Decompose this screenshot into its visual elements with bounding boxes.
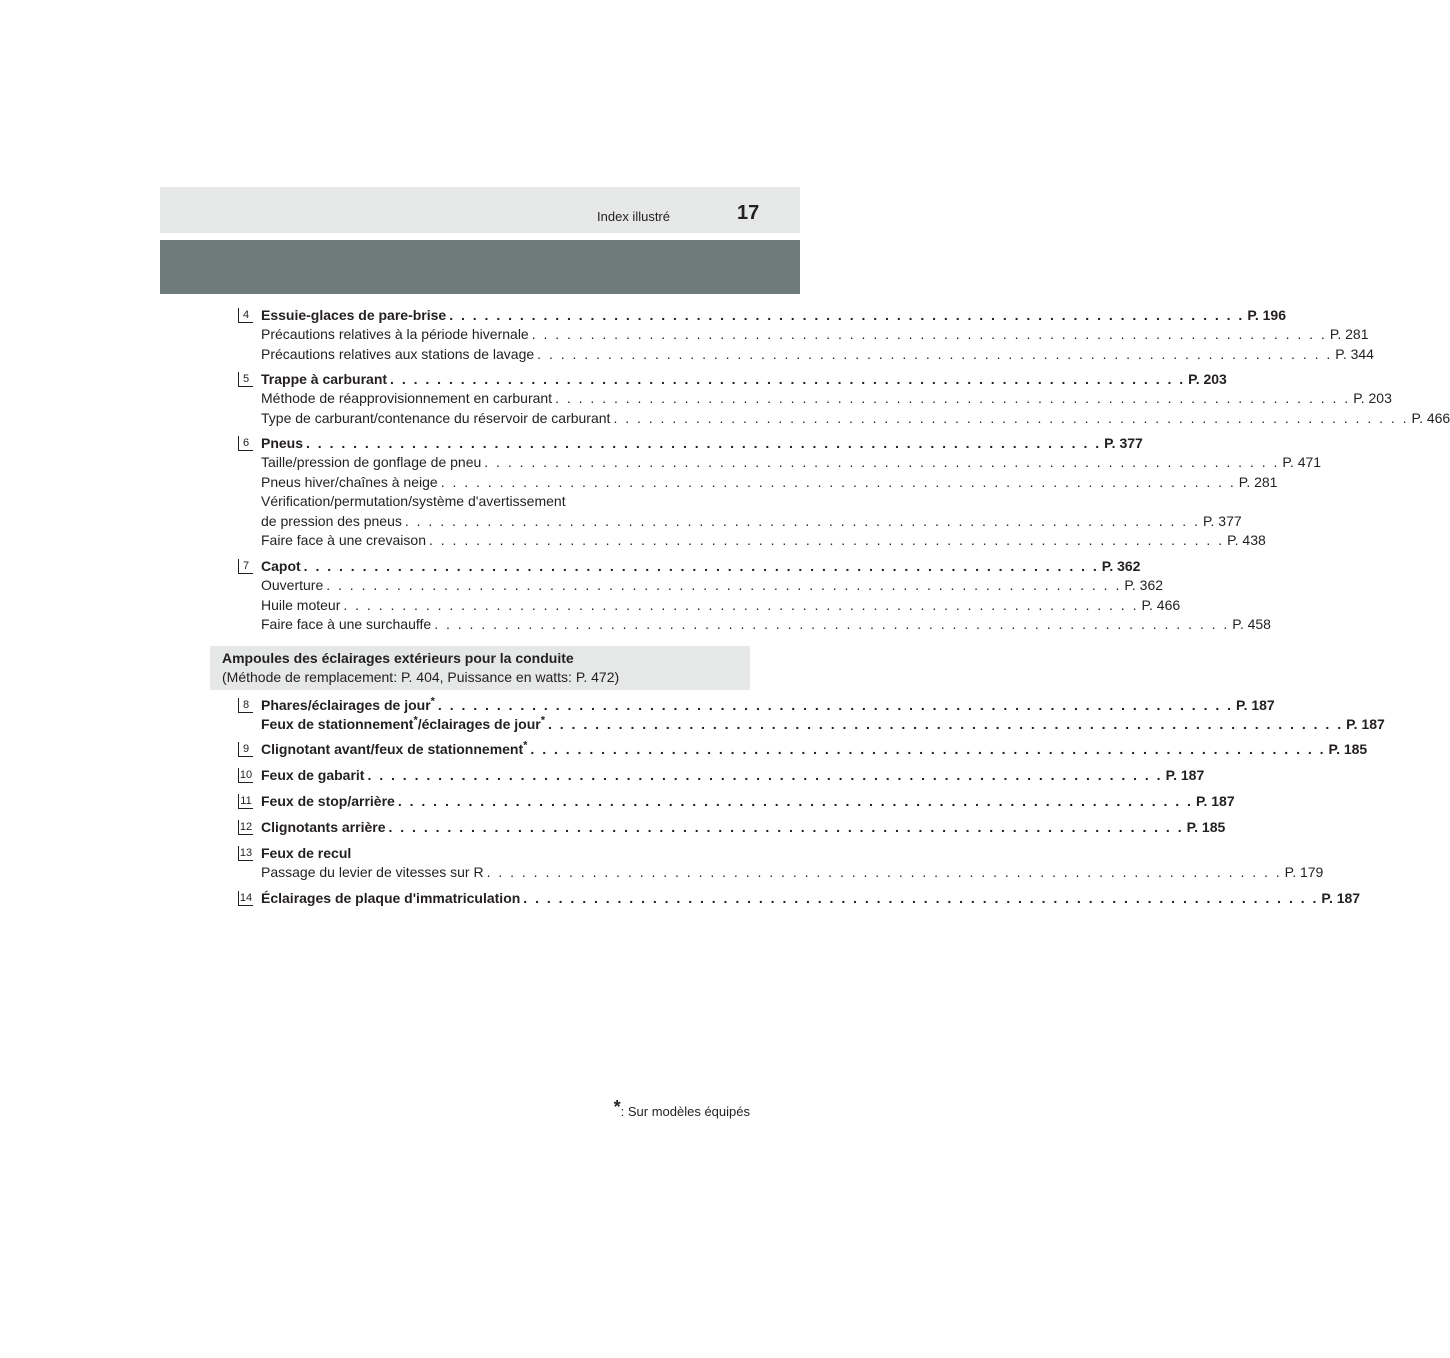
lights-group-13 — [238, 844, 1324, 883]
item-number: 10 — [239, 769, 253, 781]
page-ref: P. 187 — [1195, 793, 1235, 809]
page-ref: P. 281 — [1238, 473, 1278, 490]
leader-dots: . . . . . . . . . . . . . . . . . . . . . . . . . . . . . . . . . . . . . . . . . . . . . . . . . . . . . . . . . . . . . . . . . . . . — [449, 307, 1245, 323]
leader-dots: . . . . . . . . . . . . . . . . . . . . . . . . . . . . . . . . . . . . . . . . . . . . . . . . . . . . . . . . . . . . . . . . . . . . — [404, 512, 1200, 529]
leader-dots: . . . . . . . . . . . . . . . . . . . . . . . . . . . . . . . . . . . . . . . . . . . . . . . . . . . . . . . . . . . . . . . . . . . . — [530, 741, 1326, 757]
leader-dots: . . . . . . . . . . . . . . . . . . . . . . . . . . . . . . . . . . . . . . . . . . . . . . . . . . . . . . . . . . . . . . . . . . . . — [523, 890, 1319, 906]
leader-dots: . . . . . . . . . . . . . . . . . . . . . . . . . . . . . . . . . . . . . . . . . . . . . . . . . . . . . . . . . . . . . . . . . . . . — [388, 819, 1184, 835]
lights-group-9 — [238, 739, 1368, 759]
item-number: 14 — [239, 892, 253, 904]
index-subentry[interactable]: Faire face à une surchauffe . . . . . . . . . . . . . . . . . . . . . . . . . . . . . . . . . . . . . . . . . . . . . . . . . . . . . . . . . . . . . . . . . . . . P. 458 — [238, 615, 724, 634]
leader-dots: . . . . . . . . . . . . . . . . . . . . . . . . . . . . . . . . . . . . . . . . . . . . . . . . . . . . . . . . . . . . . . . . . . . . — [397, 793, 1193, 809]
index-subentry[interactable]: Type de carburant/contenance du réservoir de carburant . . . . . . . . . . . . . . . . . . . . . . . . . . . . . . . . . . . . . . . . . . . . . . . . . . . . . . . . . . . . . . . . . . . . P. 466 — [238, 409, 724, 428]
page-ref: P. 458 — [1232, 616, 1271, 633]
page-ref: P. 187 — [1321, 890, 1361, 906]
page-ref: P. 203 — [1353, 390, 1392, 407]
footnote — [614, 1097, 750, 1119]
page-ref: P. 438 — [1227, 531, 1266, 548]
section-title: Index illustré — [597, 209, 670, 224]
index-entry[interactable]: 9 Clignotant avant/feux de stationnement* . . . . . . . . . . . . . . . . . . . . . . . . . . . . . . . . . . . . . . . . . . . . . . . . . . . . . . . . . . . . . . . . . . . . P. 185 — [238, 740, 724, 759]
leader-dots: . . . . . . . . . . . . . . . . . . . . . . . . . . . . . . . . . . . . . . . . . . . . . . . . . . . . . . . . . . . . . . . . . . . . — [367, 767, 1163, 783]
footnote-text: : Sur modèles équipés — [620, 1104, 750, 1119]
index-subentry[interactable]: Pneus hiver/chaînes à neige . . . . . . . . . . . . . . . . . . . . . . . . . . . . . . . . . . . . . . . . . . . . . . . . . . . . . . . . . . . . . . . . . . . . P. 281 — [238, 473, 724, 492]
index-subentry[interactable]: de pression des pneus . . . . . . . . . . . . . . . . . . . . . . . . . . . . . . . . . . . . . . . . . . . . . . . . . . . . . . . . . . . . . . . . . . . . P. 377 — [238, 512, 724, 531]
lights-group-11 — [238, 792, 1235, 811]
index-entry[interactable]: Feux de stationnement*/éclairages de jour* . . . . . . . . . . . . . . . . . . . . . . . . . . . . . . . . . . . . . . . . . . . . . . . . . . . . . . . . . . . . . . . . . . . . P. 187 — [238, 715, 724, 734]
index-entry[interactable]: 14 Éclairages de plaque d'immatriculation . . . . . . . . . . . . . . . . . . . . . . . . . . . . . . . . . . . . . . . . . . . . . . . . . . . . . . . . . . . . . . . . . . . . P. 187 — [238, 889, 724, 908]
page-ref: P. 362 — [1124, 577, 1164, 594]
leader-dots: . . . . . . . . . . . . . . . . . . . . . . . . . . . . . . . . . . . . . . . . . . . . . . . . . . . . . . . . . . . . . . . . . . . . — [440, 473, 1236, 490]
leader-dots: . . . . . . . . . . . . . . . . . . . . . . . . . . . . . . . . . . . . . . . . . . . . . . . . . . . . . . . . . . . . . . . . . . . . — [437, 697, 1234, 713]
lights-box-title: Ampoules des éclairages extérieurs pour la conduite — [222, 650, 574, 666]
page-ref: P. 281 — [1329, 326, 1369, 343]
index-entry[interactable]: 12 Clignotants arrière . . . . . . . . . . . . . . . . . . . . . . . . . . . . . . . . . . . . . . . . . . . . . . . . . . . . . . . . . . . . . . . . . . . . P. 185 — [238, 818, 724, 837]
asterisk: * — [540, 714, 545, 727]
footnote-asterisk: * — [613, 1097, 621, 1117]
leader-dots: . . . . . . . . . . . . . . . . . . . . . . . . . . . . . . . . . . . . . . . . . . . . . . . . . . . . . . . . . . . . . . . . . . . . — [613, 409, 1409, 426]
leader-dots: . . . . . . . . . . . . . . . . . . . . . . . . . . . . . . . . . . . . . . . . . . . . . . . . . . . . . . . . . . . . . . . . . . . . — [531, 326, 1327, 343]
leader-dots: . . . . . . . . . . . . . . . . . . . . . . . . . . . . . . . . . . . . . . . . . . . . . . . . . . . . . . . . . . . . . . . . . . . . — [537, 345, 1333, 362]
leader-dots: . . . . . . . . . . . . . . . . . . . . . . . . . . . . . . . . . . . . . . . . . . . . . . . . . . . . . . . . . . . . . . . . . . . . — [486, 864, 1282, 881]
index-subentry[interactable]: Huile moteur . . . . . . . . . . . . . . . . . . . . . . . . . . . . . . . . . . . . . . . . . . . . . . . . . . . . . . . . . . . . . . . . . . . . P. 466 — [238, 596, 724, 615]
index-entry[interactable]: 13 Feux de recul — [239, 845, 352, 861]
item-number: 6 — [238, 436, 253, 451]
index-entry[interactable]: 11 Feux de stop/arrière . . . . . . . . . . . . . . . . . . . . . . . . . . . . . . . . . . . . . . . . . . . . . . . . . . . . . . . . . . . . . . . . . . . . P. 187 — [238, 792, 724, 811]
index-entry[interactable]: 7 Capot . . . . . . . . . . . . . . . . . . . . . . . . . . . . . . . . . . . . . . . . . . . . . . . . . . . . . . . . . . . . . . . . . . . . P. 362 — [238, 557, 724, 576]
item-number: 4 — [238, 308, 253, 323]
asterisk: * — [430, 695, 435, 708]
index-entry[interactable]: 4 Essuie-glaces de pare-brise . . . . . . . . . . . . . . . . . . . . . . . . . . . . . . . . . . . . . . . . . . . . . . . . . . . . . . . . . . . . . . . . . . . . P. 196 — [238, 306, 724, 325]
asterisk: * — [413, 714, 418, 727]
index-group-4 — [238, 306, 1374, 364]
index-group-6 — [238, 434, 1322, 550]
leader-dots: . . . . . . . . . . . . . . . . . . . . . . . . . . . . . . . . . . . . . . . . . . . . . . . . . . . . . . . . . . . . . . . . . . . . — [326, 577, 1122, 594]
item-number: 7 — [238, 559, 253, 574]
leader-dots: . . . . . . . . . . . . . . . . . . . . . . . . . . . . . . . . . . . . . . . . . . . . . . . . . . . . . . . . . . . . . . . . . . . . — [484, 454, 1280, 471]
header-band — [160, 187, 800, 233]
leader-dots: . . . . . . . . . . . . . . . . . . . . . . . . . . . . . . . . . . . . . . . . . . . . . . . . . . . . . . . . . . . . . . . . . . . . — [303, 558, 1099, 574]
page-ref: P. 187 — [1165, 767, 1205, 783]
leader-dots: . . . . . . . . . . . . . . . . . . . . . . . . . . . . . . . . . . . . . . . . . . . . . . . . . . . . . . . . . . . . . . . . . . . . — [555, 390, 1351, 407]
item-number: 12 — [239, 821, 253, 833]
page-ref: P. 362 — [1101, 558, 1141, 574]
lights-box-subtitle: (Méthode de remplacement: P. 404, Puissance en watts: P. 472) — [222, 669, 620, 685]
lights-group-12 — [238, 818, 1226, 837]
page-ref: P. 377 — [1104, 435, 1143, 451]
index-subentry[interactable]: Faire face à une crevaison . . . . . . . . . . . . . . . . . . . . . . . . . . . . . . . . . . . . . . . . . . . . . . . . . . . . . . . . . . . . . . . . . . . . P. 438 — [238, 531, 724, 550]
page-ref: P. 179 — [1284, 864, 1324, 881]
page-ref: P. 471 — [1282, 454, 1322, 471]
lights-group-14 — [238, 889, 1361, 908]
page-ref: P. 344 — [1335, 345, 1374, 362]
index-entry[interactable]: 8 Phares/éclairages de jour* . . . . . . . . . . . . . . . . . . . . . . . . . . . . . . . . . . . . . . . . . . . . . . . . . . . . . . . . . . . . . . . . . . . . P. 187 — [238, 696, 724, 715]
index-entry[interactable]: 6 Pneus . . . . . . . . . . . . . . . . . . . . . . . . . . . . . . . . . . . . . . . . . . . . . . . . . . . . . . . . . . . . . . . . . . . . P. 377 — [238, 434, 724, 453]
page-ref: P. 377 — [1202, 512, 1242, 529]
index-entry[interactable]: 10 Feux de gabarit . . . . . . . . . . . . . . . . . . . . . . . . . . . . . . . . . . . . . . . . . . . . . . . . . . . . . . . . . . . . . . . . . . . . P. 187 — [238, 766, 724, 785]
title-band — [160, 240, 800, 294]
index-group-5 — [238, 370, 1450, 428]
page-number: 17 — [737, 202, 760, 224]
index-subentry[interactable]: Vérification/permutation/système d'avertissement — [261, 493, 566, 510]
page-ref: P. 203 — [1188, 371, 1227, 387]
lights-group-10 — [238, 766, 1205, 785]
index-group-7 — [238, 557, 1271, 635]
index-subentry[interactable]: Précautions relatives à la période hivernale . . . . . . . . . . . . . . . . . . . . . . . . . . . . . . . . . . . . . . . . . . . . . . . . . . . . . . . . . . . . . . . . . . . . P. 281 — [238, 325, 724, 344]
page-ref: P. 466 — [1411, 409, 1450, 426]
lights-section-box — [210, 646, 750, 690]
page-ref: P. 185 — [1328, 741, 1368, 757]
index-subentry[interactable]: Passage du levier de vitesses sur R . . . . . . . . . . . . . . . . . . . . . . . . . . . . . . . . . . . . . . . . . . . . . . . . . . . . . . . . . . . . . . . . . . . . P. 179 — [238, 863, 724, 882]
leader-dots: . . . . . . . . . . . . . . . . . . . . . . . . . . . . . . . . . . . . . . . . . . . . . . . . . . . . . . . . . . . . . . . . . . . . — [343, 596, 1139, 613]
page-ref: P. 466 — [1141, 596, 1181, 613]
item-number: 5 — [238, 372, 253, 387]
page-ref: P. 187 — [1346, 716, 1385, 733]
index-subentry[interactable]: Ouverture . . . . . . . . . . . . . . . . . . . . . . . . . . . . . . . . . . . . . . . . . . . . . . . . . . . . . . . . . . . . . . . . . . . . P. 362 — [238, 576, 724, 595]
leader-dots: . . . . . . . . . . . . . . . . . . . . . . . . . . . . . . . . . . . . . . . . . . . . . . . . . . . . . . . . . . . . . . . . . . . . — [428, 531, 1225, 548]
leader-dots: . . . . . . . . . . . . . . . . . . . . . . . . . . . . . . . . . . . . . . . . . . . . . . . . . . . . . . . . . . . . . . . . . . . . — [434, 616, 1230, 633]
item-number: 8 — [238, 698, 253, 713]
item-number: 9 — [238, 742, 253, 757]
leader-dots: . . . . . . . . . . . . . . . . . . . . . . . . . . . . . . . . . . . . . . . . . . . . . . . . . . . . . . . . . . . . . . . . . . . . — [390, 371, 1186, 387]
index-subentry[interactable]: Précautions relatives aux stations de lavage . . . . . . . . . . . . . . . . . . . . . . . . . . . . . . . . . . . . . . . . . . . . . . . . . . . . . . . . . . . . . . . . . . . . P. 344 — [238, 345, 724, 364]
lights-group-8 — [238, 695, 1385, 735]
page-ref: P. 187 — [1236, 697, 1275, 713]
leader-dots: . . . . . . . . . . . . . . . . . . . . . . . . . . . . . . . . . . . . . . . . . . . . . . . . . . . . . . . . . . . . . . . . . . . . — [306, 435, 1102, 451]
asterisk: * — [523, 739, 528, 752]
leader-dots: . . . . . . . . . . . . . . . . . . . . . . . . . . . . . . . . . . . . . . . . . . . . . . . . . . . . . . . . . . . . . . . . . . . . — [547, 716, 1344, 733]
page-ref: P. 196 — [1247, 307, 1286, 323]
index-subentry[interactable]: Taille/pression de gonflage de pneu . . . . . . . . . . . . . . . . . . . . . . . . . . . . . . . . . . . . . . . . . . . . . . . . . . . . . . . . . . . . . . . . . . . . P. 471 — [238, 453, 724, 472]
item-number: 13 — [239, 847, 253, 859]
item-number: 11 — [238, 794, 253, 809]
index-entry[interactable]: 5 Trappe à carburant . . . . . . . . . . . . . . . . . . . . . . . . . . . . . . . . . . . . . . . . . . . . . . . . . . . . . . . . . . . . . . . . . . . . P. 203 — [238, 370, 724, 389]
index-subentry[interactable]: Méthode de réapprovisionnement en carburant . . . . . . . . . . . . . . . . . . . . . . . . . . . . . . . . . . . . . . . . . . . . . . . . . . . . . . . . . . . . . . . . . . . . P. 203 — [238, 389, 724, 408]
page-ref: P. 185 — [1186, 819, 1226, 835]
